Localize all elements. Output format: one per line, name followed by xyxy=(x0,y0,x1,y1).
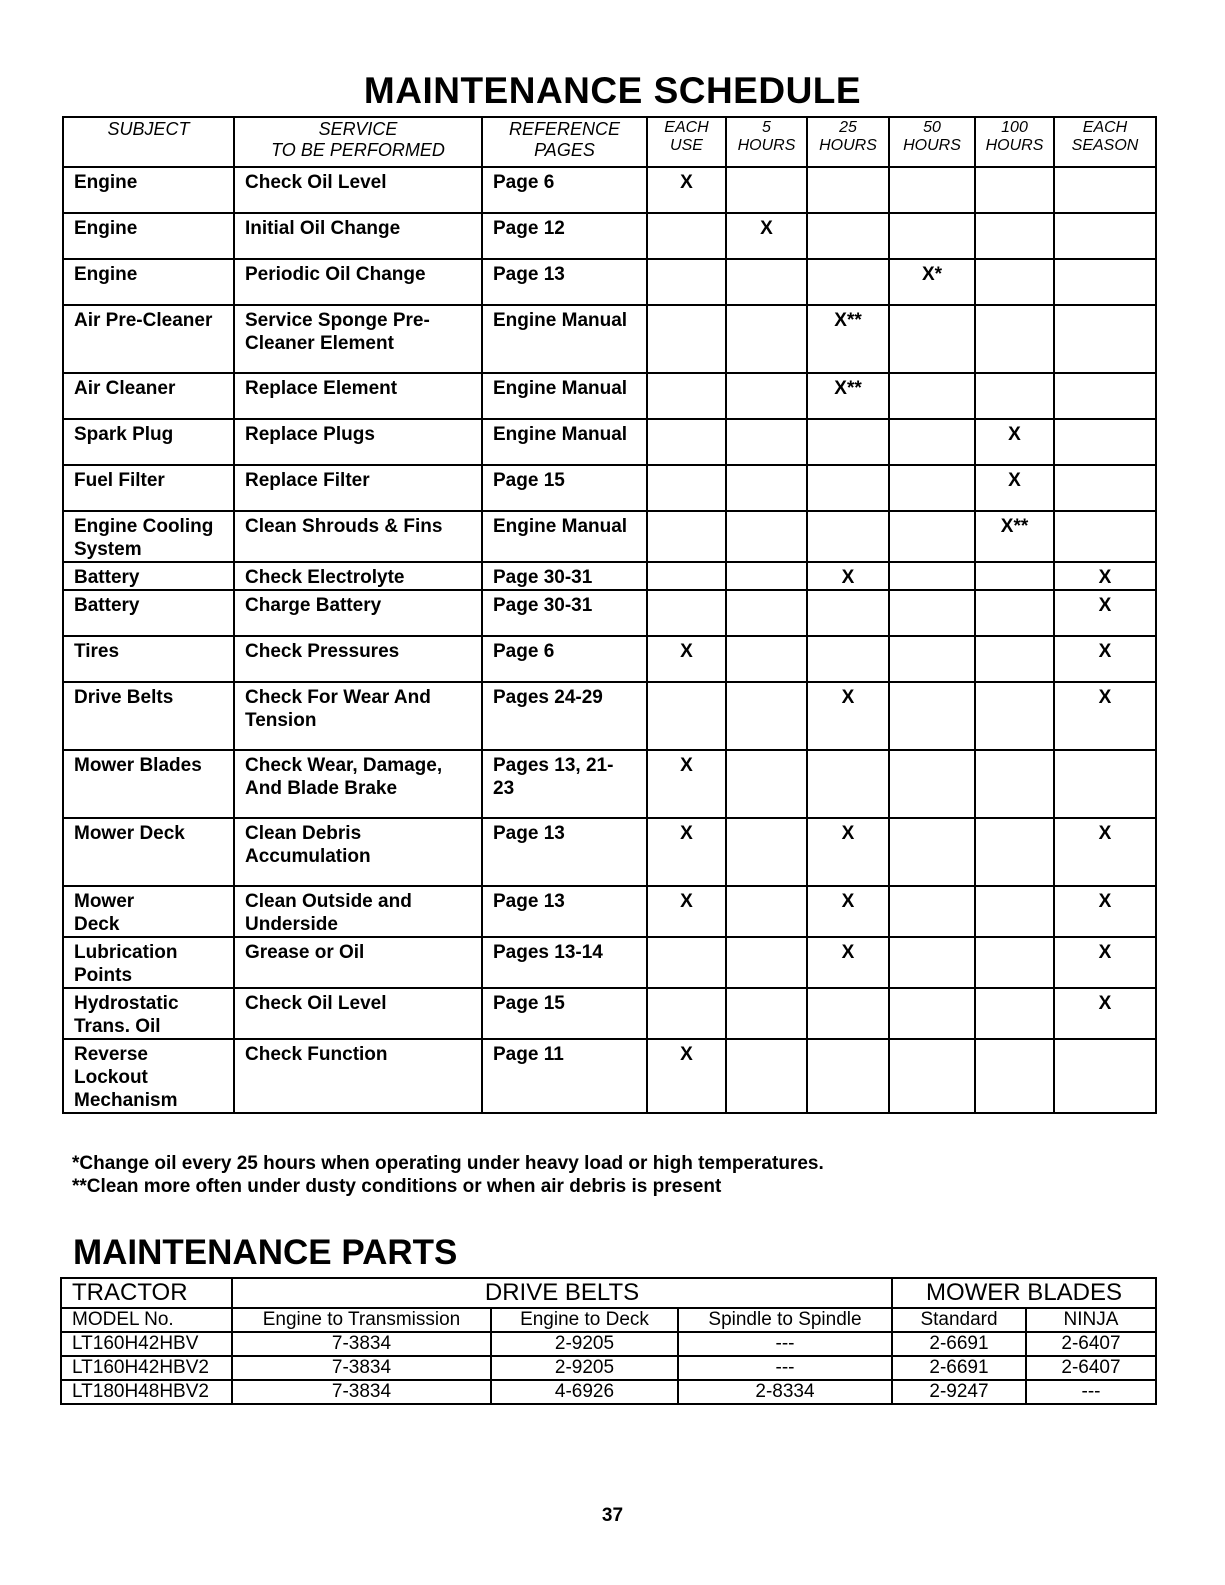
cell-service: Periodic Oil Change xyxy=(234,259,482,305)
cell-subject: Air Pre-Cleaner xyxy=(63,305,234,373)
cell-subject: Drive Belts xyxy=(63,682,234,750)
cell-5-hours xyxy=(726,1039,807,1113)
page-title: MAINTENANCE SCHEDULE xyxy=(363,70,862,111)
cell-service: Check Wear, Damage, And Blade Brake xyxy=(234,750,482,818)
cell-100-hours xyxy=(975,590,1054,636)
parts-row xyxy=(61,1332,1156,1356)
header-each-use: EACH USE xyxy=(647,117,726,167)
cell-50-hours xyxy=(889,682,975,750)
parts-row xyxy=(61,1380,1156,1404)
cell-ninja: 2-6407 xyxy=(1026,1332,1156,1356)
schedule-row xyxy=(63,259,1156,305)
header-drive-belts: DRIVE BELTS xyxy=(232,1278,892,1308)
parts-group-header-row xyxy=(61,1278,1156,1308)
cell-5-hours xyxy=(726,419,807,465)
header-25-hours: 25 HOURS xyxy=(807,117,889,167)
cell-subject: Mower Deck xyxy=(63,886,234,937)
cell-25-hours xyxy=(807,750,889,818)
cell-50-hours xyxy=(889,636,975,682)
cell-ninja: --- xyxy=(1026,1380,1156,1404)
cell-50-hours xyxy=(889,511,975,562)
cell-each-season xyxy=(1054,213,1156,259)
cell-reference: Page 6 xyxy=(482,167,647,213)
cell-50-hours xyxy=(889,750,975,818)
cell-each-use xyxy=(647,373,726,419)
cell-each-season: X xyxy=(1054,937,1156,988)
cell-5-hours xyxy=(726,636,807,682)
cell-service: Check Oil Level xyxy=(234,167,482,213)
cell-50-hours xyxy=(889,886,975,937)
header-spindle-to-spindle: Spindle to Spindle xyxy=(678,1308,892,1332)
schedule-header-row xyxy=(63,117,1156,167)
schedule-body xyxy=(63,167,1156,1113)
cell-ninja: 2-6407 xyxy=(1026,1356,1156,1380)
schedule-row xyxy=(63,1039,1156,1113)
cell-service: Initial Oil Change xyxy=(234,213,482,259)
cell-model-no: LT180H48HBV2 xyxy=(61,1380,232,1404)
header-mower-blades: MOWER BLADES xyxy=(892,1278,1156,1308)
cell-each-season: X xyxy=(1054,988,1156,1039)
cell-each-use xyxy=(647,590,726,636)
cell-25-hours: X xyxy=(807,886,889,937)
cell-each-season: X xyxy=(1054,682,1156,750)
cell-50-hours xyxy=(889,167,975,213)
cell-spindle-to-spindle: --- xyxy=(678,1332,892,1356)
cell-25-hours xyxy=(807,1039,889,1113)
cell-each-season xyxy=(1054,511,1156,562)
cell-25-hours xyxy=(807,988,889,1039)
cell-100-hours xyxy=(975,682,1054,750)
cell-each-season: X xyxy=(1054,590,1156,636)
cell-reference: Page 15 xyxy=(482,465,647,511)
cell-25-hours xyxy=(807,259,889,305)
parts-title: MAINTENANCE PARTS xyxy=(73,1233,458,1272)
cell-5-hours xyxy=(726,305,807,373)
cell-spindle-to-spindle: --- xyxy=(678,1356,892,1380)
cell-50-hours xyxy=(889,213,975,259)
cell-model-no: LT160H42HBV xyxy=(61,1332,232,1356)
cell-5-hours xyxy=(726,373,807,419)
cell-25-hours xyxy=(807,419,889,465)
cell-standard: 2-6691 xyxy=(892,1332,1026,1356)
cell-50-hours xyxy=(889,305,975,373)
cell-subject: Hydrostatic Trans. Oil xyxy=(63,988,234,1039)
cell-each-use: X xyxy=(647,750,726,818)
cell-100-hours xyxy=(975,562,1054,590)
cell-100-hours xyxy=(975,167,1054,213)
cell-25-hours: X xyxy=(807,682,889,750)
cell-100-hours xyxy=(975,213,1054,259)
cell-each-use: X xyxy=(647,818,726,886)
cell-100-hours xyxy=(975,988,1054,1039)
cell-reference: Engine Manual xyxy=(482,373,647,419)
header-ninja: NINJA xyxy=(1026,1308,1156,1332)
cell-25-hours: X xyxy=(807,818,889,886)
cell-each-use xyxy=(647,511,726,562)
cell-each-use xyxy=(647,988,726,1039)
cell-5-hours xyxy=(726,259,807,305)
cell-5-hours xyxy=(726,937,807,988)
cell-subject: Fuel Filter xyxy=(63,465,234,511)
maintenance-parts-table xyxy=(60,1277,1157,1405)
cell-25-hours xyxy=(807,465,889,511)
cell-service: Check For Wear And Tension xyxy=(234,682,482,750)
cell-each-season xyxy=(1054,259,1156,305)
cell-each-use xyxy=(647,305,726,373)
cell-service: Replace Plugs xyxy=(234,419,482,465)
cell-25-hours: X** xyxy=(807,373,889,419)
schedule-row xyxy=(63,750,1156,818)
header-model-no: MODEL No. xyxy=(61,1308,232,1332)
cell-model-no: LT160H42HBV2 xyxy=(61,1356,232,1380)
cell-reference: Page 30-31 xyxy=(482,562,647,590)
cell-each-season xyxy=(1054,373,1156,419)
cell-each-season: X xyxy=(1054,636,1156,682)
cell-5-hours xyxy=(726,465,807,511)
cell-service: Clean Outside and Underside xyxy=(234,886,482,937)
note-dust: **Clean more often under dusty conditions or when air debris is present xyxy=(72,1176,722,1197)
cell-5-hours xyxy=(726,818,807,886)
schedule-row xyxy=(63,937,1156,988)
cell-engine-to-deck: 2-9205 xyxy=(491,1332,678,1356)
schedule-row xyxy=(63,305,1156,373)
schedule-row xyxy=(63,682,1156,750)
cell-100-hours xyxy=(975,259,1054,305)
schedule-row xyxy=(63,465,1156,511)
parts-row xyxy=(61,1356,1156,1380)
cell-5-hours xyxy=(726,682,807,750)
cell-25-hours xyxy=(807,213,889,259)
cell-subject: Engine xyxy=(63,213,234,259)
cell-5-hours xyxy=(726,167,807,213)
schedule-row xyxy=(63,886,1156,937)
schedule-row xyxy=(63,562,1156,590)
cell-reference: Pages 24-29 xyxy=(482,682,647,750)
cell-each-season xyxy=(1054,1039,1156,1113)
cell-each-use: X xyxy=(647,636,726,682)
cell-subject: Tires xyxy=(63,636,234,682)
cell-each-season xyxy=(1054,750,1156,818)
cell-each-use: X xyxy=(647,886,726,937)
cell-25-hours xyxy=(807,511,889,562)
cell-reference: Engine Manual xyxy=(482,511,647,562)
header-reference: REFERENCE PAGES xyxy=(482,117,647,167)
cell-engine-to-deck: 4-6926 xyxy=(491,1380,678,1404)
cell-engine-to-deck: 2-9205 xyxy=(491,1356,678,1380)
schedule-row xyxy=(63,988,1156,1039)
cell-subject: Engine Cooling System xyxy=(63,511,234,562)
cell-subject: Engine xyxy=(63,167,234,213)
cell-100-hours: X xyxy=(975,419,1054,465)
header-standard: Standard xyxy=(892,1308,1026,1332)
cell-reference: Pages 13, 21- 23 xyxy=(482,750,647,818)
cell-25-hours xyxy=(807,636,889,682)
cell-reference: Engine Manual xyxy=(482,305,647,373)
schedule-row xyxy=(63,511,1156,562)
cell-engine-to-transmission: 7-3834 xyxy=(232,1356,491,1380)
cell-reference: Page 11 xyxy=(482,1039,647,1113)
cell-5-hours xyxy=(726,590,807,636)
cell-subject: Battery xyxy=(63,590,234,636)
schedule-row xyxy=(63,167,1156,213)
cell-50-hours xyxy=(889,590,975,636)
header-service: SERVICE TO BE PERFORMED xyxy=(234,117,482,167)
cell-each-use xyxy=(647,937,726,988)
cell-25-hours: X xyxy=(807,937,889,988)
cell-reference: Page 30-31 xyxy=(482,590,647,636)
cell-service: Clean Shrouds & Fins xyxy=(234,511,482,562)
cell-service: Check Function xyxy=(234,1039,482,1113)
cell-each-season: X xyxy=(1054,562,1156,590)
cell-reference: Page 13 xyxy=(482,886,647,937)
cell-100-hours xyxy=(975,373,1054,419)
header-5-hours: 5 HOURS xyxy=(726,117,807,167)
cell-subject: Mower Blades xyxy=(63,750,234,818)
cell-100-hours: X** xyxy=(975,511,1054,562)
cell-service: Replace Filter xyxy=(234,465,482,511)
cell-50-hours xyxy=(889,818,975,886)
cell-service: Check Electrolyte xyxy=(234,562,482,590)
schedule-row xyxy=(63,213,1156,259)
schedule-row xyxy=(63,373,1156,419)
cell-100-hours xyxy=(975,886,1054,937)
note-oil: *Change oil every 25 hours when operating under heavy load or high temperatures. xyxy=(72,1153,824,1174)
cell-100-hours xyxy=(975,636,1054,682)
cell-100-hours xyxy=(975,937,1054,988)
cell-reference: Page 13 xyxy=(482,818,647,886)
cell-100-hours xyxy=(975,818,1054,886)
schedule-row xyxy=(63,818,1156,886)
cell-25-hours xyxy=(807,167,889,213)
cell-reference: Page 13 xyxy=(482,259,647,305)
cell-25-hours: X xyxy=(807,562,889,590)
cell-service: Charge Battery xyxy=(234,590,482,636)
cell-service: Grease or Oil xyxy=(234,937,482,988)
cell-5-hours: X xyxy=(726,213,807,259)
cell-reference: Engine Manual xyxy=(482,419,647,465)
cell-50-hours xyxy=(889,419,975,465)
cell-50-hours xyxy=(889,988,975,1039)
header-each-season: EACH SEASON xyxy=(1054,117,1156,167)
cell-100-hours xyxy=(975,305,1054,373)
cell-5-hours xyxy=(726,562,807,590)
cell-engine-to-transmission: 7-3834 xyxy=(232,1380,491,1404)
cell-5-hours xyxy=(726,511,807,562)
cell-engine-to-transmission: 7-3834 xyxy=(232,1332,491,1356)
header-50-hours: 50 HOURS xyxy=(889,117,975,167)
cell-subject: Spark Plug xyxy=(63,419,234,465)
schedule-row xyxy=(63,590,1156,636)
header-tractor: TRACTOR xyxy=(61,1278,232,1308)
schedule-row xyxy=(63,636,1156,682)
cell-5-hours xyxy=(726,750,807,818)
cell-each-season xyxy=(1054,305,1156,373)
cell-each-use xyxy=(647,465,726,511)
cell-standard: 2-6691 xyxy=(892,1356,1026,1380)
page-number: 37 xyxy=(601,1505,624,1526)
schedule-row xyxy=(63,419,1156,465)
parts-sub-header-row xyxy=(61,1308,1156,1332)
cell-spindle-to-spindle: 2-8334 xyxy=(678,1380,892,1404)
cell-each-season: X xyxy=(1054,886,1156,937)
cell-each-use: X xyxy=(647,167,726,213)
cell-subject: Engine xyxy=(63,259,234,305)
cell-reference: Page 12 xyxy=(482,213,647,259)
cell-each-season xyxy=(1054,419,1156,465)
cell-5-hours xyxy=(726,886,807,937)
cell-50-hours xyxy=(889,465,975,511)
cell-service: Replace Element xyxy=(234,373,482,419)
header-100-hours: 100 HOURS xyxy=(975,117,1054,167)
cell-subject: Battery xyxy=(63,562,234,590)
cell-5-hours xyxy=(726,988,807,1039)
cell-reference: Page 15 xyxy=(482,988,647,1039)
cell-each-use xyxy=(647,562,726,590)
cell-service: Clean Debris Accumulation xyxy=(234,818,482,886)
cell-each-use: X xyxy=(647,1039,726,1113)
cell-subject: Reverse Lockout Mechanism xyxy=(63,1039,234,1113)
cell-50-hours xyxy=(889,562,975,590)
cell-50-hours xyxy=(889,937,975,988)
cell-service: Check Pressures xyxy=(234,636,482,682)
cell-subject: Lubrication Points xyxy=(63,937,234,988)
cell-50-hours xyxy=(889,373,975,419)
cell-25-hours xyxy=(807,590,889,636)
cell-25-hours: X** xyxy=(807,305,889,373)
cell-each-season: X xyxy=(1054,818,1156,886)
cell-each-use xyxy=(647,419,726,465)
parts-body xyxy=(61,1278,1156,1404)
maintenance-schedule-table xyxy=(62,116,1157,1114)
cell-service: Check Oil Level xyxy=(234,988,482,1039)
cell-50-hours xyxy=(889,1039,975,1113)
cell-100-hours: X xyxy=(975,465,1054,511)
header-engine-to-deck: Engine to Deck xyxy=(491,1308,678,1332)
cell-reference: Page 6 xyxy=(482,636,647,682)
cell-100-hours xyxy=(975,750,1054,818)
cell-subject: Mower Deck xyxy=(63,818,234,886)
schedule-notes xyxy=(72,1152,824,1198)
header-subject: SUBJECT xyxy=(63,117,234,167)
cell-each-use xyxy=(647,682,726,750)
cell-50-hours: X* xyxy=(889,259,975,305)
cell-reference: Pages 13-14 xyxy=(482,937,647,988)
cell-each-use xyxy=(647,259,726,305)
cell-each-season xyxy=(1054,167,1156,213)
cell-standard: 2-9247 xyxy=(892,1380,1026,1404)
cell-service: Service Sponge Pre- Cleaner Element xyxy=(234,305,482,373)
cell-each-use xyxy=(647,213,726,259)
cell-each-season xyxy=(1054,465,1156,511)
header-engine-to-transmission: Engine to Transmission xyxy=(232,1308,491,1332)
cell-subject: Air Cleaner xyxy=(63,373,234,419)
cell-100-hours xyxy=(975,1039,1054,1113)
